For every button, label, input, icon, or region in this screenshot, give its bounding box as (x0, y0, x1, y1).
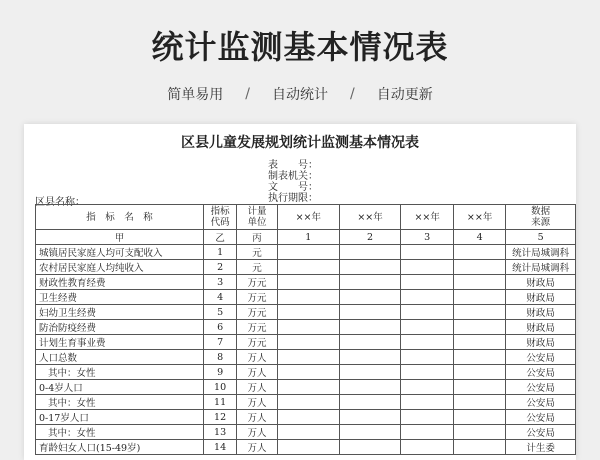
sub-header-cell: 1 (277, 230, 339, 245)
sub-header-cell: 5 (506, 230, 576, 245)
header-code (204, 205, 237, 230)
row-year-1-value (277, 440, 339, 455)
row-year-1-value (277, 275, 339, 290)
row-year-4-value (453, 245, 505, 260)
row-year-3-value (401, 440, 453, 455)
row-indicator-name: 计划生育事业费 (36, 335, 204, 350)
table-row (36, 305, 576, 320)
header-unit (237, 205, 278, 230)
row-year-2-value (339, 290, 401, 305)
row-year-4-value (453, 410, 505, 425)
row-code: 13 (204, 425, 237, 440)
row-year-3-value (401, 425, 453, 440)
row-code: 11 (204, 395, 237, 410)
row-code: 6 (204, 320, 237, 335)
row-unit: 元 (237, 260, 278, 275)
row-year-2-value (339, 440, 401, 455)
row-source: 财政局 (506, 290, 576, 305)
row-source: 公安局 (506, 410, 576, 425)
row-code: 7 (204, 335, 237, 350)
row-year-3-value (401, 275, 453, 290)
row-code: 9 (204, 365, 237, 380)
row-year-2-value (339, 395, 401, 410)
row-year-3-value (401, 380, 453, 395)
row-source: 计生委 (506, 440, 576, 455)
row-unit: 万人 (237, 380, 278, 395)
row-year-2-value (339, 260, 401, 275)
row-source: 公安局 (506, 380, 576, 395)
sub-header-cell: 2 (339, 230, 401, 245)
row-year-1-value (277, 245, 339, 260)
meta-document-number: 文 号： (268, 182, 318, 193)
row-indicator-name: 其中：女性 (36, 365, 204, 380)
row-year-2-value (339, 320, 401, 335)
statistics-table (35, 204, 576, 455)
row-year-4-value (453, 395, 505, 410)
page-title: 统计监测基本情况表 (151, 28, 449, 66)
table-row (36, 440, 576, 455)
meta-form-number: 表 号： (268, 160, 318, 171)
header-source (506, 205, 576, 230)
row-unit: 万人 (237, 425, 278, 440)
tag-easy: 简单易用 (167, 87, 224, 103)
row-year-2-value (339, 305, 401, 320)
row-year-4-value (453, 440, 505, 455)
meta-issuing-agency: 制表机关： (268, 171, 318, 182)
row-year-1-value (277, 380, 339, 395)
row-year-1-value (277, 335, 339, 350)
row-code: 14 (204, 440, 237, 455)
document-title: 区县儿童发展规划统计监测基本情况表 (181, 135, 419, 151)
sub-header-cell: 丙 (237, 230, 278, 245)
table-body (36, 230, 576, 455)
tag-separator: / (350, 86, 355, 102)
row-code: 2 (204, 260, 237, 275)
row-year-3-value (401, 290, 453, 305)
row-year-1-value (277, 410, 339, 425)
row-year-1-value (277, 425, 339, 440)
row-source: 财政局 (506, 320, 576, 335)
header-source-text: 数据 来源 (531, 206, 551, 228)
row-unit: 万人 (237, 440, 278, 455)
row-source: 财政局 (506, 275, 576, 290)
sub-header-row (36, 230, 576, 245)
row-year-3-value (401, 410, 453, 425)
meta-validity: 执行期限： (268, 193, 318, 204)
row-source: 财政局 (506, 335, 576, 350)
sub-header-cell: 3 (401, 230, 453, 245)
row-year-4-value (453, 425, 505, 440)
row-year-4-value (453, 335, 505, 350)
row-indicator-name: 人口总数 (36, 350, 204, 365)
row-indicator-name: 其中：女性 (36, 425, 204, 440)
row-unit: 万人 (237, 365, 278, 380)
tag-auto-stat: 自动统计 (272, 87, 328, 103)
region-name-label: 区县名称： (35, 197, 85, 208)
row-source: 公安局 (506, 425, 576, 440)
row-year-2-value (339, 365, 401, 380)
row-year-3-value (401, 395, 453, 410)
row-year-1-value (277, 290, 339, 305)
row-year-2-value (339, 410, 401, 425)
row-source: 统计局城调科 (506, 245, 576, 260)
header-year-2: ××年 (339, 205, 401, 230)
table-row (36, 245, 576, 260)
tag-auto-update: 自动更新 (376, 87, 433, 103)
row-year-2-value (339, 380, 401, 395)
row-unit: 万人 (237, 410, 278, 425)
row-indicator-name: 妇幼卫生经费 (36, 305, 204, 320)
row-source: 统计局城调科 (506, 260, 576, 275)
table-row (36, 410, 576, 425)
row-year-4-value (453, 260, 505, 275)
spreadsheet-preview (24, 124, 576, 460)
row-year-4-value (453, 275, 505, 290)
sub-header-cell: 4 (453, 230, 505, 245)
row-source: 财政局 (506, 305, 576, 320)
row-year-1-value (277, 260, 339, 275)
row-year-4-value (453, 290, 505, 305)
row-code: 8 (204, 350, 237, 365)
table-row (36, 275, 576, 290)
table-row (36, 425, 576, 440)
row-year-3-value (401, 245, 453, 260)
row-indicator-name: 其中：女性 (36, 395, 204, 410)
table-row (36, 260, 576, 275)
sub-header-cell: 乙 (204, 230, 237, 245)
table-row (36, 320, 576, 335)
table-row (36, 350, 576, 365)
row-indicator-name: 防治防疫经费 (36, 320, 204, 335)
row-year-3-value (401, 335, 453, 350)
header-row (36, 205, 576, 230)
table-row (36, 365, 576, 380)
row-year-2-value (339, 245, 401, 260)
row-indicator-name: 卫生经费 (36, 290, 204, 305)
tag-separator: / (245, 86, 250, 102)
row-unit: 万人 (237, 395, 278, 410)
row-indicator-name: 财政性教育经费 (36, 275, 204, 290)
header-indicator: 指 标 名 称 (36, 205, 204, 230)
row-unit: 万元 (237, 335, 278, 350)
row-indicator-name: 城镇居民家庭人均可支配收入 (36, 245, 204, 260)
row-year-1-value (277, 395, 339, 410)
row-year-4-value (453, 380, 505, 395)
sub-header-cell: 甲 (36, 230, 204, 245)
row-unit: 万人 (237, 350, 278, 365)
row-indicator-name: 0-4岁人口 (36, 380, 204, 395)
header-code-text: 指标 代码 (210, 206, 230, 228)
row-indicator-name: 农村居民家庭人均纯收入 (36, 260, 204, 275)
row-year-3-value (401, 320, 453, 335)
row-year-2-value (339, 350, 401, 365)
row-year-2-value (339, 275, 401, 290)
row-year-3-value (401, 305, 453, 320)
row-code: 1 (204, 245, 237, 260)
row-code: 3 (204, 275, 237, 290)
row-unit: 万元 (237, 320, 278, 335)
table-row (36, 395, 576, 410)
table-row (36, 335, 576, 350)
header-year-3: ××年 (401, 205, 453, 230)
row-unit: 元 (237, 245, 278, 260)
row-code: 4 (204, 290, 237, 305)
row-code: 10 (204, 380, 237, 395)
row-code: 5 (204, 305, 237, 320)
row-year-1-value (277, 350, 339, 365)
table-row (36, 380, 576, 395)
row-year-2-value (339, 335, 401, 350)
row-year-1-value (277, 305, 339, 320)
row-year-4-value (453, 305, 505, 320)
row-year-2-value (339, 425, 401, 440)
row-unit: 万元 (237, 290, 278, 305)
row-indicator-name: 0-17岁人口 (36, 410, 204, 425)
row-year-4-value (453, 350, 505, 365)
row-source: 公安局 (506, 350, 576, 365)
row-source: 公安局 (506, 365, 576, 380)
form-meta (268, 160, 318, 204)
header-unit-text: 计量 单位 (247, 206, 267, 228)
row-indicator-name: 育龄妇女人口(15-49岁) (36, 440, 204, 455)
row-source: 公安局 (506, 395, 576, 410)
row-year-4-value (453, 320, 505, 335)
row-unit: 万元 (237, 275, 278, 290)
row-year-1-value (277, 320, 339, 335)
row-year-1-value (277, 365, 339, 380)
row-year-3-value (401, 350, 453, 365)
row-year-3-value (401, 365, 453, 380)
header-year-4: ××年 (453, 205, 505, 230)
row-unit: 万元 (237, 305, 278, 320)
row-year-3-value (401, 260, 453, 275)
table-row (36, 290, 576, 305)
header-year-1: ××年 (277, 205, 339, 230)
row-year-4-value (453, 365, 505, 380)
row-code: 12 (204, 410, 237, 425)
feature-tags (0, 84, 600, 104)
